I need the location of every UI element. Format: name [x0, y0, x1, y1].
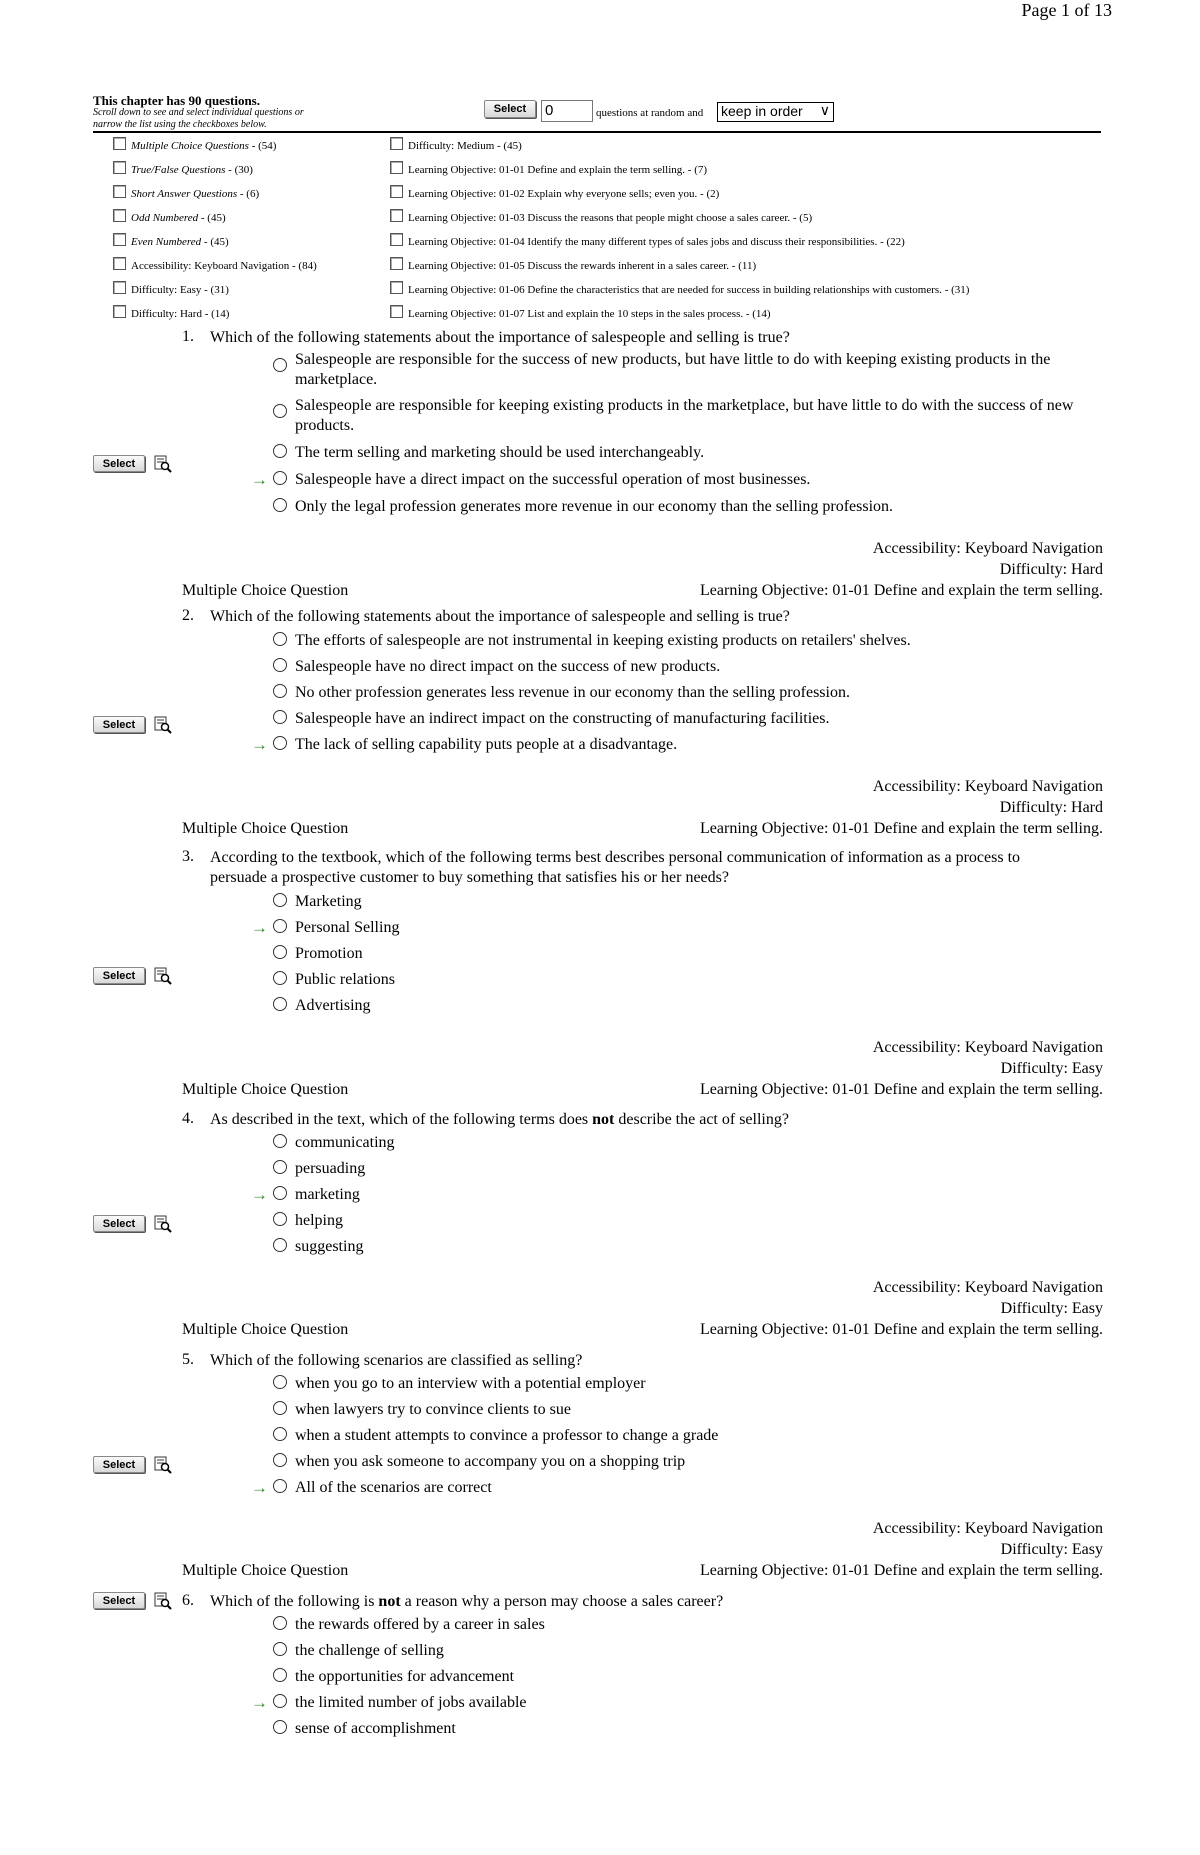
- checkbox[interactable]: [390, 305, 403, 318]
- answer-option[interactable]: the challenge of selling: [273, 1640, 444, 1662]
- answer-option-correct[interactable]: → marketing: [251, 1185, 360, 1204]
- magnifier-icon[interactable]: [154, 1592, 172, 1610]
- radio-button[interactable]: [273, 1401, 287, 1415]
- filter-short-answer[interactable]: Short Answer Questions - (6): [113, 185, 259, 201]
- difficulty-tag: Difficulty: Hard: [999, 799, 1103, 816]
- answer-option[interactable]: when a student attempts to convince a professor to change a grade: [273, 1425, 718, 1447]
- filter-true-false[interactable]: True/False Questions - (30): [113, 161, 253, 177]
- radio-button[interactable]: [273, 444, 287, 458]
- radio-button[interactable]: [273, 471, 287, 485]
- learning-objective: Learning Objective: 01-01 Define and explain the term selling.: [700, 1562, 1103, 1579]
- answer-option[interactable]: Advertising: [273, 995, 371, 1017]
- checkbox[interactable]: [390, 257, 403, 270]
- chapter-header: [93, 93, 1101, 133]
- answer-option-correct[interactable]: → The lack of selling capability puts people at a disadvantage.: [251, 735, 678, 754]
- filter-lo-01-05[interactable]: Learning Objective: 01-05 Discuss the rewards inherent in a sales career. - (11): [390, 257, 756, 273]
- filter-even-numbered[interactable]: Even Numbered - (45): [113, 233, 229, 249]
- checkbox[interactable]: [113, 185, 126, 198]
- checkbox[interactable]: [113, 257, 126, 270]
- magnifier-icon[interactable]: [154, 1456, 172, 1474]
- learning-objective: Learning Objective: 01-01 Define and explain the term selling.: [700, 582, 1103, 599]
- page-number: Page 1 of 13: [1021, 0, 1112, 20]
- right-arrow-icon: →: [251, 1478, 268, 1497]
- question-text: Which of the following scenarios are classified as selling?: [210, 1352, 583, 1369]
- radio-button[interactable]: [273, 404, 287, 418]
- chapter-title: This chapter has 90 questions.: [93, 93, 260, 108]
- answer-option[interactable]: the rewards offered by a career in sales: [273, 1614, 545, 1636]
- filter-difficulty-easy[interactable]: Difficulty: Easy - (31): [113, 281, 229, 297]
- question-type: Multiple Choice Question: [182, 820, 349, 837]
- right-arrow-icon: →: [251, 1185, 268, 1204]
- learning-objective: Learning Objective: 01-01 Define and explain the term selling.: [700, 1321, 1103, 1338]
- question-number: 5.: [182, 1351, 194, 1368]
- radio-button[interactable]: [273, 1720, 287, 1734]
- right-arrow-icon: →: [251, 918, 268, 937]
- radio-button[interactable]: [273, 1186, 287, 1200]
- question-number: 1.: [182, 328, 194, 345]
- filter-lo-01-02[interactable]: Learning Objective: 01-02 Explain why everyone sells; even you. - (2): [390, 185, 719, 201]
- magnifier-icon[interactable]: [154, 1215, 172, 1233]
- difficulty-tag: Difficulty: Easy: [1000, 1541, 1103, 1558]
- question-select-button[interactable]: Select: [93, 455, 145, 472]
- question-type: Multiple Choice Question: [182, 1562, 349, 1579]
- answer-option[interactable]: suggesting: [273, 1236, 363, 1258]
- right-arrow-icon: →: [251, 1693, 268, 1712]
- checkbox[interactable]: [390, 209, 403, 222]
- chevron-down-icon: ∨: [819, 102, 830, 118]
- radio-button[interactable]: [273, 1453, 287, 1467]
- answer-option[interactable]: Salespeople are responsible for keeping existing products in the marketplace, but have little to do with the success of new products.: [273, 396, 1103, 438]
- filter-difficulty-hard[interactable]: Difficulty: Hard - (14): [113, 305, 229, 321]
- filter-lo-01-04[interactable]: Learning Objective: 01-04 Identify the many different types of sales jobs and discuss their responsibilities. - (22): [390, 233, 905, 249]
- radio-button[interactable]: [273, 710, 287, 724]
- question-text: According to the textbook, which of the following terms best describes personal communication of information as a process to persuade a prospective customer to buy something that satisfies his or her needs?: [210, 849, 1021, 886]
- accessibility-tag: Accessibility: Keyboard Navigation: [872, 778, 1103, 795]
- answer-option[interactable]: Salespeople are responsible for the success of new products, but have little to do with keeping existing products in the marketplace.: [273, 350, 1103, 392]
- radio-button[interactable]: [273, 736, 287, 750]
- radio-button[interactable]: [273, 1694, 287, 1708]
- answer-option[interactable]: the opportunities for advancement: [273, 1666, 514, 1688]
- radio-button[interactable]: [273, 919, 287, 933]
- radio-button[interactable]: [273, 1238, 287, 1252]
- radio-button[interactable]: [273, 893, 287, 907]
- answer-option[interactable]: helping: [273, 1210, 343, 1232]
- radio-button[interactable]: [273, 1375, 287, 1389]
- checkbox[interactable]: [390, 233, 403, 246]
- filter-lo-01-03[interactable]: Learning Objective: 01-03 Discuss the reasons that people might choose a sales career. - (5): [390, 209, 812, 225]
- answer-option[interactable]: when lawyers try to convince clients to sue: [273, 1399, 571, 1421]
- answer-option[interactable]: The term selling and marketing should be used interchangeably.: [273, 442, 704, 464]
- magnifier-icon[interactable]: [154, 967, 172, 985]
- question-select-button[interactable]: Select: [93, 716, 145, 733]
- accessibility-tag: Accessibility: Keyboard Navigation: [872, 1520, 1103, 1537]
- answer-option[interactable]: communicating: [273, 1132, 395, 1154]
- question-select-button[interactable]: Select: [93, 1456, 145, 1473]
- answer-option[interactable]: sense of accomplishment: [273, 1718, 456, 1740]
- checkbox[interactable]: [113, 161, 126, 174]
- filter-odd-numbered[interactable]: Odd Numbered - (45): [113, 209, 226, 225]
- random-count-input[interactable]: 0: [541, 100, 593, 122]
- question-text: Which of the following statements about the importance of salespeople and selling is true?: [210, 329, 790, 346]
- random-select-button[interactable]: Select: [484, 100, 536, 118]
- answer-option-correct[interactable]: → All of the scenarios are correct: [251, 1478, 492, 1497]
- question-type: Multiple Choice Question: [182, 1081, 349, 1098]
- radio-button[interactable]: [273, 1479, 287, 1493]
- radio-button[interactable]: [273, 945, 287, 959]
- checkbox[interactable]: [390, 161, 403, 174]
- question-select-button[interactable]: Select: [93, 1215, 145, 1232]
- difficulty-tag: Difficulty: Easy: [1000, 1300, 1103, 1317]
- question-number: 4.: [182, 1110, 194, 1127]
- radio-button[interactable]: [273, 1616, 287, 1630]
- checkbox[interactable]: [113, 305, 126, 318]
- accessibility-tag: Accessibility: Keyboard Navigation: [872, 1039, 1103, 1056]
- filter-lo-01-01[interactable]: Learning Objective: 01-01 Define and explain the term selling. - (7): [390, 161, 707, 177]
- radio-button[interactable]: [273, 498, 287, 512]
- radio-button[interactable]: [273, 684, 287, 698]
- radio-button[interactable]: [273, 632, 287, 646]
- question-number: 3.: [182, 848, 194, 865]
- accessibility-tag: Accessibility: Keyboard Navigation: [872, 540, 1103, 557]
- question-text: Which of the following is not a reason why a person may choose a sales career?: [210, 1593, 724, 1610]
- answer-option[interactable]: Salespeople have an indirect impact on the constructing of manufacturing facilities.: [273, 708, 829, 730]
- right-arrow-icon: →: [251, 470, 268, 489]
- radio-button[interactable]: [273, 1212, 287, 1226]
- question-select-button[interactable]: Select: [93, 967, 145, 984]
- checkbox[interactable]: [113, 233, 126, 246]
- radio-button[interactable]: [273, 658, 287, 672]
- answer-option-correct[interactable]: → Personal Selling: [251, 918, 400, 937]
- filter-accessibility[interactable]: Accessibility: Keyboard Navigation - (84): [113, 257, 317, 273]
- filter-difficulty-medium[interactable]: Difficulty: Medium - (45): [390, 137, 522, 153]
- accessibility-tag: Accessibility: Keyboard Navigation: [872, 1279, 1103, 1296]
- filter-lo-01-06[interactable]: Learning Objective: 01-06 Define the characteristics that are needed for success in building relationships with customers. - (31): [390, 281, 969, 297]
- filter-multiple-choice[interactable]: Multiple Choice Questions - (54): [113, 137, 276, 153]
- answer-option[interactable]: Only the legal profession generates more revenue in our economy than the selling profession.: [273, 496, 893, 518]
- radio-button[interactable]: [273, 1134, 287, 1148]
- radio-button[interactable]: [273, 1160, 287, 1174]
- magnifier-icon[interactable]: [154, 455, 172, 473]
- answer-option[interactable]: Salespeople have no direct impact on the success of new products.: [273, 656, 720, 678]
- answer-option-correct[interactable]: → Salespeople have a direct impact on the successful operation of most businesses.: [251, 470, 811, 489]
- checkbox[interactable]: [390, 281, 403, 294]
- random-mid-text: questions at random and: [596, 107, 704, 119]
- answer-option-correct[interactable]: → the limited number of jobs available: [251, 1693, 527, 1712]
- radio-button[interactable]: [273, 997, 287, 1011]
- order-select-value: keep in order: [721, 103, 803, 119]
- answer-option[interactable]: when you go to an interview with a potential employer: [273, 1373, 646, 1395]
- radio-button[interactable]: [273, 1642, 287, 1656]
- answer-option[interactable]: Promotion: [273, 943, 363, 965]
- answer-option[interactable]: The efforts of salespeople are not instrumental in keeping existing products on retailers' shelves.: [273, 630, 911, 652]
- question-type: Multiple Choice Question: [182, 582, 349, 599]
- magnifier-icon[interactable]: [154, 716, 172, 734]
- radio-button[interactable]: [273, 1668, 287, 1682]
- question-text: As described in the text, which of the following terms does not describe the act of selling?: [210, 1111, 789, 1128]
- checkbox[interactable]: [113, 281, 126, 294]
- chapter-subtitle: Scroll down to see and select individual questions or narrow the list using the checkboxes below.: [93, 107, 304, 130]
- radio-button[interactable]: [273, 971, 287, 985]
- checkbox[interactable]: [390, 185, 403, 198]
- checkbox[interactable]: [390, 137, 403, 150]
- checkbox[interactable]: [113, 137, 126, 150]
- question-select-button[interactable]: Select: [93, 1592, 145, 1609]
- question-text: Which of the following statements about the importance of salespeople and selling is true?: [210, 608, 790, 625]
- question-number: 2.: [182, 607, 194, 624]
- learning-objective: Learning Objective: 01-01 Define and explain the term selling.: [700, 1081, 1103, 1098]
- difficulty-tag: Difficulty: Easy: [1000, 1060, 1103, 1077]
- order-select[interactable]: [717, 102, 834, 122]
- radio-button[interactable]: [273, 1427, 287, 1441]
- radio-button[interactable]: [273, 358, 287, 372]
- question-type: Multiple Choice Question: [182, 1321, 349, 1338]
- answer-option[interactable]: when you ask someone to accompany you on a shopping trip: [273, 1451, 685, 1473]
- question-number: 6.: [182, 1592, 194, 1609]
- checkbox[interactable]: [113, 209, 126, 222]
- answer-option[interactable]: Public relations: [273, 969, 395, 991]
- difficulty-tag: Difficulty: Hard: [999, 561, 1103, 578]
- right-arrow-icon: →: [251, 735, 268, 754]
- answer-option[interactable]: persuading: [273, 1158, 365, 1180]
- answer-option[interactable]: Marketing: [273, 891, 362, 913]
- answer-option[interactable]: No other profession generates less revenue in our economy than the selling profession.: [273, 682, 850, 704]
- learning-objective: Learning Objective: 01-01 Define and explain the term selling.: [700, 820, 1103, 837]
- filter-lo-01-07[interactable]: Learning Objective: 01-07 List and explain the 10 steps in the sales process. - (14): [390, 305, 771, 321]
